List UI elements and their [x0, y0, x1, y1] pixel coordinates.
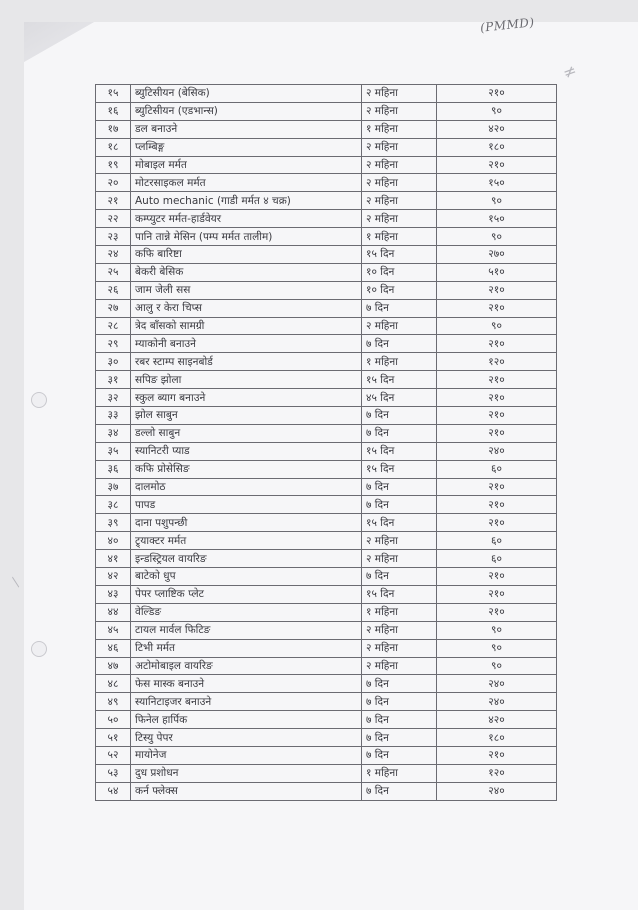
duration-cell: १५ दिन	[362, 371, 437, 389]
course-name-cell: डल्लो साबुन	[131, 424, 362, 442]
serial-number-cell: ४८	[96, 675, 131, 693]
duration-cell: १ महिना	[362, 764, 437, 782]
fee-cell: ९०	[437, 192, 557, 210]
fee-cell: २१०	[437, 371, 557, 389]
table-row	[96, 764, 557, 782]
serial-number-cell: ५४	[96, 782, 131, 800]
fee-cell: २१०	[437, 389, 557, 407]
fee-cell: १२०	[437, 764, 557, 782]
course-name-cell: दुध प्रशोधन	[131, 764, 362, 782]
course-name-cell: टिभी मर्मत	[131, 639, 362, 657]
fee-cell: २१०	[437, 603, 557, 621]
fee-cell: ९०	[437, 228, 557, 246]
course-name-cell: मोबाइल मर्मत	[131, 156, 362, 174]
course-name-cell: ट्र्याक्टर मर्मत	[131, 532, 362, 550]
duration-cell: ४५ दिन	[362, 389, 437, 407]
serial-number-cell: २८	[96, 317, 131, 335]
table-row	[96, 210, 557, 228]
course-name-cell: रबर स्टाम्प साइनबोर्ड	[131, 353, 362, 371]
fee-cell: १८०	[437, 729, 557, 747]
fee-cell: २१०	[437, 335, 557, 353]
table-row	[96, 263, 557, 281]
duration-cell: २ महिना	[362, 192, 437, 210]
course-name-cell: कफि बारिष्टा	[131, 246, 362, 264]
duration-cell: १५ दिन	[362, 442, 437, 460]
serial-number-cell: २०	[96, 174, 131, 192]
course-name-cell: पानि तान्ने मेसिन (पम्प मर्मत तालीम)	[131, 228, 362, 246]
serial-number-cell: ४३	[96, 585, 131, 603]
fee-cell: ५१०	[437, 263, 557, 281]
duration-cell: २ महिना	[362, 156, 437, 174]
fee-cell: १५०	[437, 174, 557, 192]
fee-cell: १५०	[437, 210, 557, 228]
serial-number-cell: ४९	[96, 693, 131, 711]
course-name-cell: जाम जेली सस	[131, 281, 362, 299]
table-row	[96, 299, 557, 317]
table-row	[96, 693, 557, 711]
duration-cell: ७ दिन	[362, 711, 437, 729]
fee-cell: २१०	[437, 85, 557, 103]
fee-cell: २१०	[437, 156, 557, 174]
duration-cell: २ महिना	[362, 102, 437, 120]
duration-cell: ७ दिन	[362, 407, 437, 425]
duration-cell: २ महिना	[362, 550, 437, 568]
table-row	[96, 729, 557, 747]
table-row	[96, 478, 557, 496]
course-name-cell: पापड	[131, 496, 362, 514]
table-row	[96, 514, 557, 532]
course-name-cell: Auto mechanic (गाडी मर्मत ४ चक्र)	[131, 192, 362, 210]
course-name-cell: बेकरी बेसिक	[131, 263, 362, 281]
duration-cell: १० दिन	[362, 281, 437, 299]
table-row	[96, 424, 557, 442]
table-row	[96, 550, 557, 568]
duration-cell: १ महिना	[362, 120, 437, 138]
fee-cell: २७०	[437, 246, 557, 264]
serial-number-cell: ४५	[96, 621, 131, 639]
table-row	[96, 746, 557, 764]
duration-cell: ७ दिन	[362, 568, 437, 586]
serial-number-cell: ३६	[96, 460, 131, 478]
course-name-cell: स्कुल ब्याग बनाउने	[131, 389, 362, 407]
pen-scribble: ≠	[560, 60, 580, 83]
serial-number-cell: १७	[96, 120, 131, 138]
fee-cell: २४०	[437, 442, 557, 460]
course-name-cell: म्याकोनी बनाउने	[131, 335, 362, 353]
duration-cell: २ महिना	[362, 138, 437, 156]
duration-cell: ७ दिन	[362, 729, 437, 747]
course-name-cell: टिस्यु पेपर	[131, 729, 362, 747]
duration-cell: ७ दिन	[362, 746, 437, 764]
duration-cell: ७ दिन	[362, 675, 437, 693]
serial-number-cell: १५	[96, 85, 131, 103]
fee-cell: २१०	[437, 281, 557, 299]
duration-cell: १ महिना	[362, 353, 437, 371]
table-row	[96, 621, 557, 639]
table-row	[96, 639, 557, 657]
serial-number-cell: २७	[96, 299, 131, 317]
table-row	[96, 174, 557, 192]
course-name-cell: अटोमोबाइल वायरिङ	[131, 657, 362, 675]
serial-number-cell: ३४	[96, 424, 131, 442]
duration-cell: २ महिना	[362, 85, 437, 103]
duration-cell: १५ दिन	[362, 460, 437, 478]
serial-number-cell: २६	[96, 281, 131, 299]
duration-cell: २ महिना	[362, 174, 437, 192]
table-row	[96, 585, 557, 603]
table-row	[96, 353, 557, 371]
fee-cell: ९०	[437, 657, 557, 675]
serial-number-cell: ४१	[96, 550, 131, 568]
serial-number-cell: ३५	[96, 442, 131, 460]
serial-number-cell: ३७	[96, 478, 131, 496]
fee-cell: १८०	[437, 138, 557, 156]
table-row	[96, 782, 557, 800]
fee-cell: २१०	[437, 496, 557, 514]
table-row	[96, 711, 557, 729]
duration-cell: ७ दिन	[362, 299, 437, 317]
duration-cell: १५ दिन	[362, 246, 437, 264]
fee-cell: ६०	[437, 532, 557, 550]
course-name-cell: इन्डस्ट्रियल वायरिङ	[131, 550, 362, 568]
duration-cell: ७ दिन	[362, 335, 437, 353]
table-row	[96, 460, 557, 478]
table-row	[96, 496, 557, 514]
serial-number-cell: १९	[96, 156, 131, 174]
fee-cell: २१०	[437, 299, 557, 317]
duration-cell: १५ दिन	[362, 585, 437, 603]
serial-number-cell: ३१	[96, 371, 131, 389]
serial-number-cell: ४०	[96, 532, 131, 550]
serial-number-cell: ३३	[96, 407, 131, 425]
training-table	[95, 84, 557, 801]
table-row	[96, 246, 557, 264]
table-row	[96, 657, 557, 675]
course-name-cell: वेल्डिङ	[131, 603, 362, 621]
table-row	[96, 532, 557, 550]
serial-number-cell: ३२	[96, 389, 131, 407]
serial-number-cell: ४७	[96, 657, 131, 675]
duration-cell: १ महिना	[362, 228, 437, 246]
duration-cell: ७ दिन	[362, 478, 437, 496]
training-table-body	[96, 85, 557, 801]
course-name-cell: कफि प्रोसेसिङ	[131, 460, 362, 478]
course-name-cell: सपिङ झोला	[131, 371, 362, 389]
duration-cell: १ महिना	[362, 603, 437, 621]
course-name-cell: दालमोठ	[131, 478, 362, 496]
table-row	[96, 120, 557, 138]
serial-number-cell: ३८	[96, 496, 131, 514]
fee-cell: ४२०	[437, 711, 557, 729]
fee-cell: २१०	[437, 478, 557, 496]
duration-cell: २ महिना	[362, 639, 437, 657]
serial-number-cell: १८	[96, 138, 131, 156]
table-row	[96, 568, 557, 586]
course-name-cell: टायल मार्वल फिटिङ	[131, 621, 362, 639]
fee-cell: २१०	[437, 746, 557, 764]
serial-number-cell: ५१	[96, 729, 131, 747]
course-name-cell: ब्युटिसीयन (बेसिक)	[131, 85, 362, 103]
fee-cell: ९०	[437, 621, 557, 639]
fee-cell: १२०	[437, 353, 557, 371]
table-row	[96, 192, 557, 210]
course-name-cell: फिनेल हार्पिक	[131, 711, 362, 729]
fee-cell: २१०	[437, 514, 557, 532]
duration-cell: १५ दिन	[362, 514, 437, 532]
serial-number-cell: २१	[96, 192, 131, 210]
duration-cell: ७ दिन	[362, 496, 437, 514]
fee-cell: २१०	[437, 424, 557, 442]
course-name-cell: फेस मास्क बनाउने	[131, 675, 362, 693]
table-row	[96, 442, 557, 460]
serial-number-cell: ४६	[96, 639, 131, 657]
duration-cell: ७ दिन	[362, 424, 437, 442]
fee-cell: ९०	[437, 102, 557, 120]
serial-number-cell: २४	[96, 246, 131, 264]
course-name-cell: कम्प्युटर मर्मत-हार्डवेयर	[131, 210, 362, 228]
course-name-cell: पेपर प्लाष्टिक प्लेट	[131, 585, 362, 603]
course-name-cell: आलु र केरा चिप्स	[131, 299, 362, 317]
table-row	[96, 281, 557, 299]
table-row	[96, 102, 557, 120]
serial-number-cell: ३९	[96, 514, 131, 532]
punch-hole-bottom	[31, 641, 47, 657]
serial-number-cell: १६	[96, 102, 131, 120]
course-name-cell: डल बनाउने	[131, 120, 362, 138]
fee-cell: २४०	[437, 782, 557, 800]
table-row	[96, 407, 557, 425]
duration-cell: २ महिना	[362, 317, 437, 335]
course-name-cell: स्यानिटरी प्याड	[131, 442, 362, 460]
course-name-cell: दाना पशुपन्छी	[131, 514, 362, 532]
table-row	[96, 675, 557, 693]
table-row	[96, 603, 557, 621]
fee-cell: २१०	[437, 407, 557, 425]
duration-cell: २ महिना	[362, 532, 437, 550]
fee-cell: ४२०	[437, 120, 557, 138]
pen-mark: /	[8, 576, 24, 589]
course-name-cell: बाटेको धुप	[131, 568, 362, 586]
serial-number-cell: ४२	[96, 568, 131, 586]
course-name-cell: झोल साबुन	[131, 407, 362, 425]
table-row	[96, 389, 557, 407]
serial-number-cell: २५	[96, 263, 131, 281]
course-name-cell: मोटरसाइकल मर्मत	[131, 174, 362, 192]
serial-number-cell: २२	[96, 210, 131, 228]
handwritten-note: (PMMD)	[479, 15, 536, 35]
table-row	[96, 85, 557, 103]
duration-cell: १० दिन	[362, 263, 437, 281]
duration-cell: ७ दिन	[362, 693, 437, 711]
course-name-cell: स्यानिटाइजर बनाउने	[131, 693, 362, 711]
duration-cell: २ महिना	[362, 621, 437, 639]
fee-cell: २१०	[437, 585, 557, 603]
table-row	[96, 335, 557, 353]
serial-number-cell: ३०	[96, 353, 131, 371]
course-name-cell: कर्न फ्लेक्स	[131, 782, 362, 800]
punch-hole-top	[31, 392, 47, 408]
duration-cell: २ महिना	[362, 210, 437, 228]
fee-cell: ९०	[437, 639, 557, 657]
course-name-cell: प्लम्बिङ्ग	[131, 138, 362, 156]
table-row	[96, 156, 557, 174]
table-row	[96, 371, 557, 389]
table-row	[96, 228, 557, 246]
serial-number-cell: ५२	[96, 746, 131, 764]
serial-number-cell: ४४	[96, 603, 131, 621]
serial-number-cell: ५३	[96, 764, 131, 782]
fee-cell: ६०	[437, 460, 557, 478]
fee-cell: २४०	[437, 693, 557, 711]
course-name-cell: ब्युटिसीयन (एडभान्स)	[131, 102, 362, 120]
course-name-cell: त्रेद बाँसको सामग्री	[131, 317, 362, 335]
serial-number-cell: २९	[96, 335, 131, 353]
serial-number-cell: २३	[96, 228, 131, 246]
serial-number-cell: ५०	[96, 711, 131, 729]
duration-cell: ७ दिन	[362, 782, 437, 800]
fee-cell: २४०	[437, 675, 557, 693]
fee-cell: ९०	[437, 317, 557, 335]
course-name-cell: मायोनेज	[131, 746, 362, 764]
table-row	[96, 317, 557, 335]
duration-cell: २ महिना	[362, 657, 437, 675]
fee-cell: २१०	[437, 568, 557, 586]
table-row	[96, 138, 557, 156]
fee-cell: ६०	[437, 550, 557, 568]
